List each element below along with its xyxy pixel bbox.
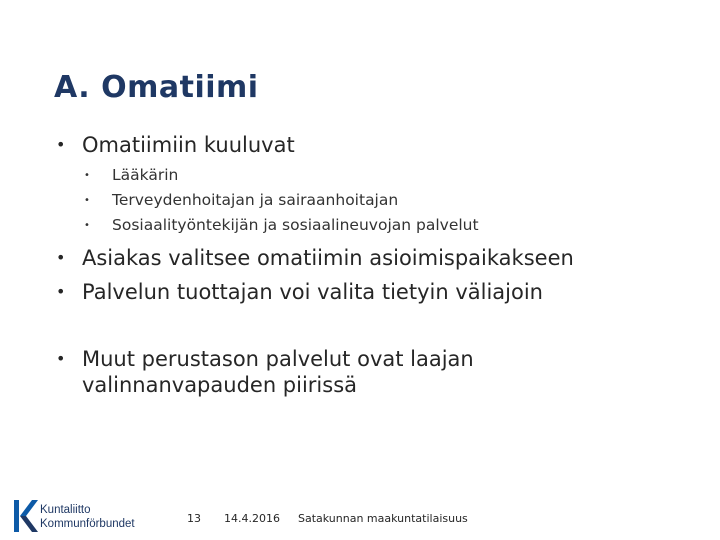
sub-bullet-text: Sosiaalityöntekijän ja sosiaalineuvojan palvelut <box>112 216 479 234</box>
bullet-text <box>82 346 474 398</box>
sub-bullet-item <box>84 216 479 234</box>
sub-bullet-item <box>84 191 398 209</box>
logo-line-2: Kommunförbundet <box>40 518 135 530</box>
footer-date: 14.4.2016 <box>224 512 280 525</box>
bullet-dot-icon: • <box>84 220 90 231</box>
bullet-dot-icon: • <box>56 135 66 154</box>
bullet-text: Asiakas valitsee omatiimin asioimispaikakseen <box>82 246 574 270</box>
kuntaliitto-emblem-icon <box>14 500 38 532</box>
slide-footer <box>0 488 720 540</box>
logo-line-1: Kuntaliitto <box>40 504 91 516</box>
bullet-text: Palvelun tuottajan voi valita tietyin väliajoin <box>82 280 543 304</box>
sub-bullet-item <box>84 166 178 184</box>
bullet-dot-icon: • <box>56 248 66 267</box>
bullet-dot-icon: • <box>56 349 66 368</box>
bullet-dot-icon: • <box>56 282 66 301</box>
slide-title: A. Omatiimi <box>54 70 259 105</box>
bullet-item <box>56 280 543 304</box>
page-number: 13 <box>187 512 201 525</box>
bullet-item <box>56 246 574 270</box>
sub-bullet-text: Terveydenhoitajan ja sairaanhoitajan <box>112 191 399 209</box>
footer-event: Satakunnan maakuntatilaisuus <box>298 512 468 525</box>
bullet-text: Omatiimiin kuuluvat <box>82 133 295 157</box>
bullet-dot-icon: • <box>84 195 90 206</box>
sub-bullet-text: Lääkärin <box>112 166 179 184</box>
kuntaliitto-logo <box>12 498 152 534</box>
bullet-item <box>56 133 295 157</box>
bullet-dot-icon: • <box>84 170 90 181</box>
bullet-item <box>56 346 474 398</box>
bullet-text-line: Muut perustason palvelut ovat laajan <box>82 347 474 371</box>
bullet-text-line: valinnanvapauden piirissä <box>82 373 358 397</box>
